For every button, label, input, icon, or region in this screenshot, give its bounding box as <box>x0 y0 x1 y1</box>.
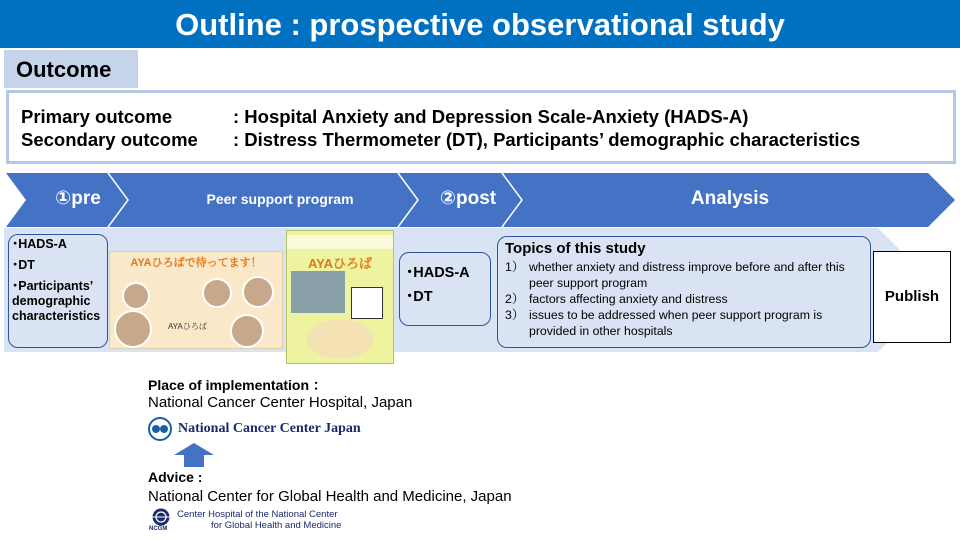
poster-content-area <box>307 319 373 359</box>
primary-outcome-label: Primary outcome <box>21 106 173 127</box>
topic-text: factors affecting anxiety and distress <box>529 292 728 306</box>
secondary-outcome-label: Secondary outcome <box>21 129 198 150</box>
flyer-photo <box>122 282 150 310</box>
pre-measures-box <box>8 234 108 348</box>
pre-item-dt: ･DT <box>12 258 35 272</box>
stage-post: ②post <box>439 188 497 209</box>
post-item-hads-a: ･HADS-A <box>406 265 470 281</box>
primary-outcome-row <box>21 105 953 128</box>
qr-code-icon <box>351 287 383 319</box>
ncc-logo-text: National Cancer Center Japan <box>178 421 361 436</box>
stage-pre: ①pre <box>55 188 101 209</box>
program-poster-image <box>286 230 394 364</box>
flyer-photo <box>230 314 264 348</box>
poster-title: AYAひろば <box>307 256 373 271</box>
ncc-logo-icon <box>148 417 172 441</box>
up-arrow-icon <box>174 443 214 467</box>
flyer-label: AYAひろば <box>168 322 207 331</box>
topic-item <box>505 307 866 339</box>
slide-title: Outline : prospective observational study <box>175 7 785 42</box>
ncgm-logo-line2: for Global Health and Medicine <box>211 520 342 531</box>
topics-title: Topics of this study <box>505 240 646 257</box>
poster-photo <box>291 271 345 313</box>
topics-box <box>497 236 871 348</box>
pre-item-demographics: ･Participants’ demographic characteristics <box>12 279 101 323</box>
poster-header-strip <box>287 235 393 249</box>
topic-number: 1） <box>505 260 525 274</box>
topic-text: whether anxiety and distress improve before and after this peer support program <box>529 260 845 290</box>
flyer-photo <box>114 310 152 348</box>
pre-item-hads-a: ･HADS-A <box>12 237 67 251</box>
secondary-outcome-row <box>21 128 953 151</box>
flyer-photo <box>242 276 274 308</box>
outcome-tab: Outcome <box>4 50 138 88</box>
ncgm-logo-line1: Center Hospital of the National Center <box>177 509 338 520</box>
stage-peer-support-program: Peer support program <box>206 191 354 207</box>
outcome-box <box>6 90 956 164</box>
secondary-outcome-value: : Distress Thermometer (DT), Participants’ demographic characteristics <box>233 129 861 150</box>
flyer-title: AYAひろばで待ってます！ <box>130 257 262 269</box>
program-flyer-image <box>109 251 283 349</box>
topic-number: 3） <box>505 308 525 322</box>
flyer-photo <box>202 278 232 308</box>
primary-outcome-value: : Hospital Anxiety and Depression Scale-Anxiety (HADS-A) <box>233 106 749 127</box>
advice-label: Advice : <box>148 469 203 485</box>
implementation-label: Place of implementation ： <box>148 377 327 393</box>
publish-box: Publish <box>873 251 951 343</box>
stage-analysis: Analysis <box>690 188 770 209</box>
implementation-value: National Cancer Center Hospital, Japan <box>148 394 413 411</box>
topic-item <box>505 259 866 291</box>
ncgm-logo-abbr: NCGM <box>149 526 168 532</box>
post-item-dt: ･DT <box>406 289 433 305</box>
topic-item <box>505 291 866 307</box>
ncgm-logo-icon <box>149 508 173 526</box>
topic-text: issues to be addressed when peer support program is provided in other hospitals <box>529 308 823 338</box>
advice-value: National Center for Global Health and Medicine, Japan <box>148 488 512 505</box>
post-measures-box <box>399 252 491 326</box>
topic-number: 2） <box>505 292 525 306</box>
